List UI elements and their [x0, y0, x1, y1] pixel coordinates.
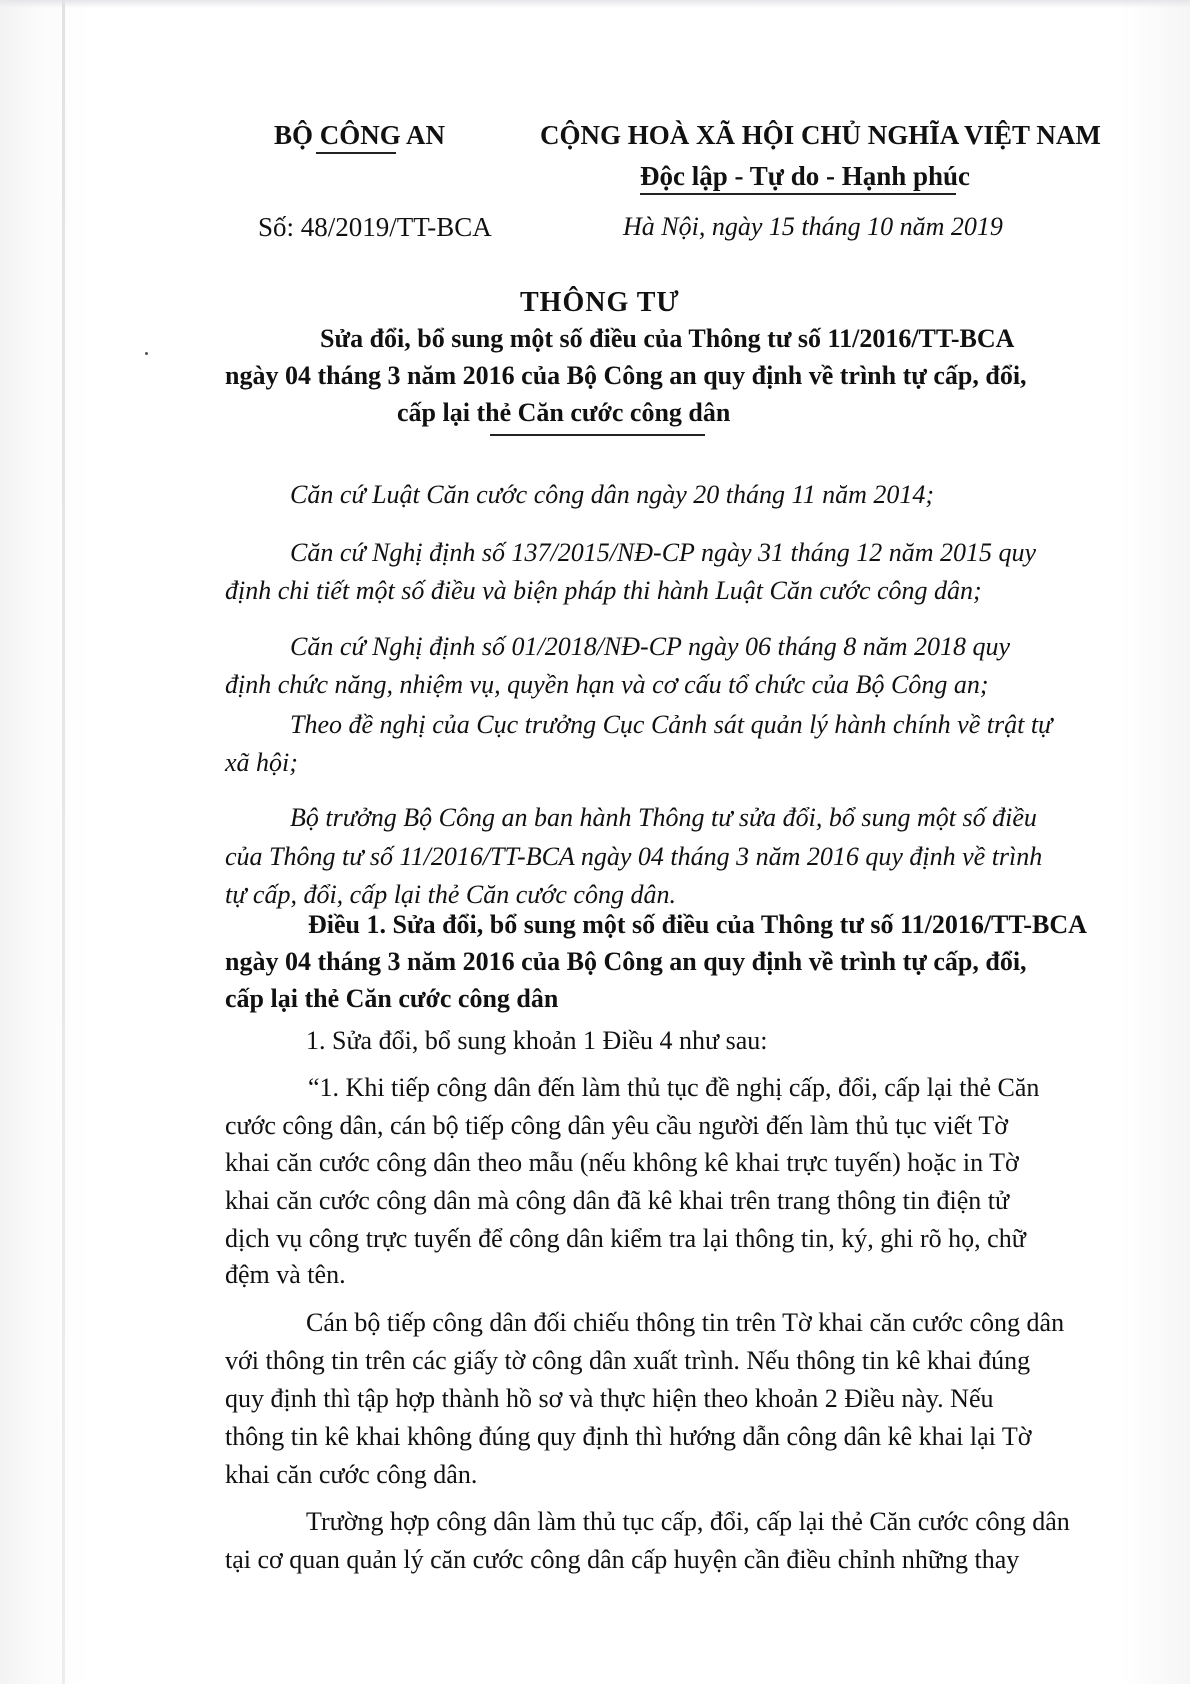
para1-line-2: cước công dân, cán bộ tiếp công dân yêu cầu người đến làm thủ tục viết Tờ [225, 1111, 1008, 1140]
preamble-line-3: định chi tiết một số điều và biện pháp thi hành Luật Căn cước công dân; [225, 576, 982, 605]
scan-top-shadow [0, 0, 1190, 8]
preamble-line-9: của Thông tư số 11/2016/TT-BCA ngày 04 tháng 3 năm 2016 quy định về trình [225, 842, 1043, 871]
para1-line-1: “1. Khi tiếp công dân đến làm thủ tục đề nghị cấp, đổi, cấp lại thẻ Căn [308, 1073, 1040, 1102]
para2-line-3: quy định thì tập hợp thành hồ sơ và thực hiện theo khoản 2 Điều này. Nếu [225, 1384, 994, 1413]
agency-underline [316, 152, 396, 154]
para2-line-5: khai căn cước công dân. [225, 1460, 478, 1489]
preamble-line-2: Căn cứ Nghị định số 137/2015/NĐ-CP ngày 31 tháng 12 năm 2015 quy [290, 538, 1037, 567]
national-motto: Độc lập - Tự do - Hạnh phúc [640, 161, 971, 191]
para3-line-2: tại cơ quan quản lý căn cước công dân cấp huyện cần điều chỉnh những thay [225, 1545, 1020, 1574]
subtitle-line-2: ngày 04 tháng 3 năm 2016 của Bộ Công an quy định về trình tự cấp, đổi, [225, 361, 1027, 390]
para1-line-5: dịch vụ công trực tuyến để công dân kiểm tra lại thông tin, ký, ghi rõ họ, chữ [225, 1224, 1026, 1253]
subtitle-line-1: Sửa đổi, bổ sung một số điều của Thông tư số 11/2016/TT-BCA [320, 324, 1015, 353]
preamble-line-5: định chức năng, nhiệm vụ, quyền hạn và cơ cấu tổ chức của Bộ Công an; [225, 670, 989, 699]
preamble-line-4: Căn cứ Nghị định số 01/2018/NĐ-CP ngày 06 tháng 8 năm 2018 quy [290, 632, 1011, 661]
place-and-date: Hà Nội, ngày 15 tháng 10 năm 2019 [623, 212, 1003, 241]
para2-line-1: Cán bộ tiếp công dân đối chiếu thông tin trên Tờ khai căn cước công dân [306, 1308, 1065, 1337]
agency-name: BỘ CÔNG AN [274, 120, 446, 150]
preamble-line-1: Căn cứ Luật Căn cước công dân ngày 20 tháng 11 năm 2014; [290, 480, 935, 509]
document-number: Số: 48/2019/TT-BCA [258, 212, 492, 242]
para2-line-4: thông tin kê khai không đúng quy định thì hướng dẫn công dân kê khai lại Tờ [225, 1422, 1032, 1451]
preamble-line-6: Theo đề nghị của Cục trưởng Cục Cảnh sát quản lý hành chính về trật tự [290, 710, 1053, 739]
article1-heading-line-1: Điều 1. Sửa đổi, bổ sung một số điều của Thông tư số 11/2016/TT-BCA [308, 910, 1087, 939]
para2-line-2: với thông tin trên các giấy tờ công dân xuất trình. Nếu thông tin kê khai đúng [225, 1346, 1031, 1375]
document-type-title: THÔNG TƯ [520, 287, 680, 318]
subtitle-line-3: cấp lại thẻ Căn cước công dân [397, 398, 731, 427]
preamble-line-10: tự cấp, đổi, cấp lại thẻ Căn cước công dân. [225, 880, 676, 909]
subtitle-underline [490, 434, 705, 436]
preamble-line-8: Bộ trưởng Bộ Công an ban hành Thông tư sửa đổi, bổ sung một số điều [290, 803, 1037, 832]
para1-line-3: khai căn cước công dân theo mẫu (nếu không kê khai trực tuyến) hoặc in Tờ [225, 1148, 1019, 1177]
article1-heading-line-2: ngày 04 tháng 3 năm 2016 của Bộ Công an quy định về trình tự cấp, đổi, [225, 947, 1027, 976]
republic-name: CỘNG HOÀ XÃ HỘI CHỦ NGHĨA VIỆT NAM [540, 120, 1101, 150]
scan-speck [145, 352, 148, 355]
para1-line-4: khai căn cước công dân mà công dân đã kê khai trên trang thông tin điện tử [225, 1186, 1010, 1215]
scan-edge-line [62, 0, 65, 1684]
motto-underline [640, 193, 956, 195]
para1-line-6: đệm và tên. [225, 1260, 346, 1289]
para3-line-1: Trường hợp công dân làm thủ tục cấp, đổi, cấp lại thẻ Căn cước công dân [306, 1507, 1070, 1536]
preamble-line-7: xã hội; [225, 748, 298, 777]
article1-heading-line-3: cấp lại thẻ Căn cước công dân [225, 984, 559, 1013]
clause1-intro: 1. Sửa đổi, bổ sung khoản 1 Điều 4 như sau: [306, 1026, 768, 1055]
